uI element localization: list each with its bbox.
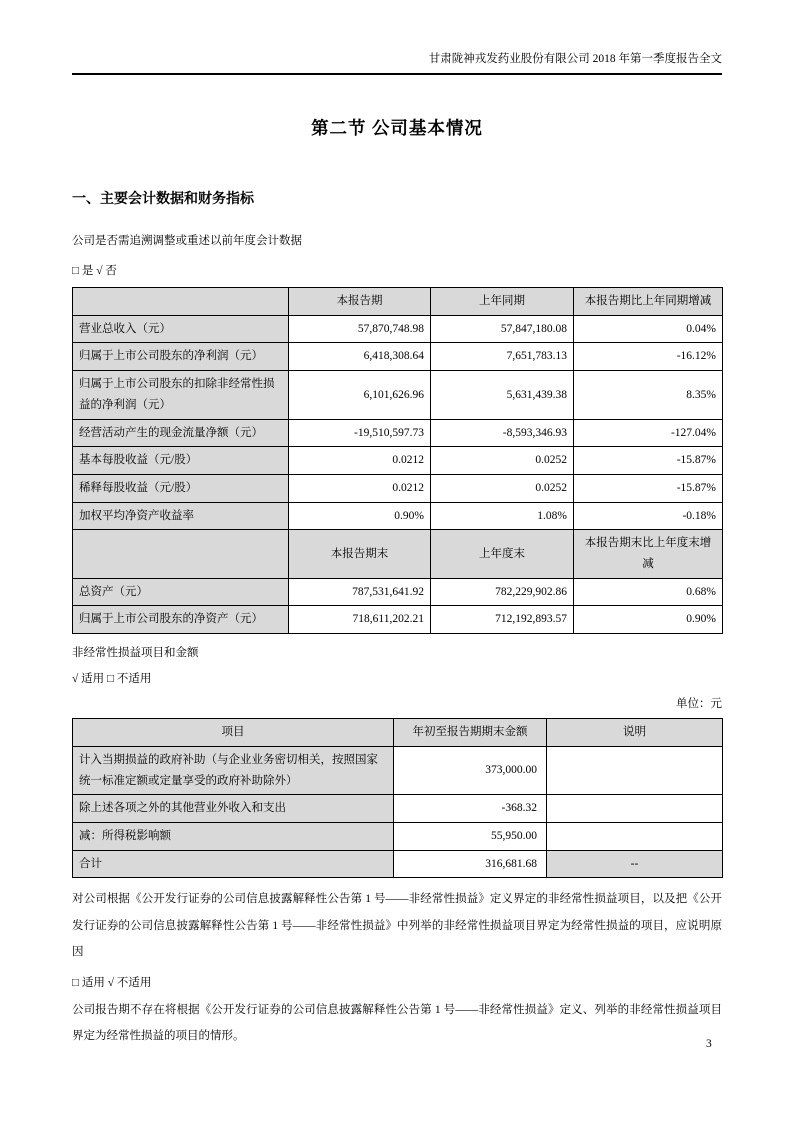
- value-cell: -127.04%: [574, 419, 723, 447]
- value-cell: 55,950.00: [394, 822, 547, 850]
- value-cell: 718,611,202.21: [289, 606, 431, 634]
- header-cell: 本报告期: [289, 288, 431, 316]
- value-cell: -0.18%: [574, 502, 723, 530]
- row-label: 总资产（元）: [73, 578, 289, 606]
- value-cell: 0.0212: [289, 447, 431, 475]
- value-cell: -15.87%: [574, 447, 723, 475]
- value-cell: 6,418,308.64: [289, 343, 431, 371]
- table-row: [73, 371, 723, 419]
- row-label: 稀释每股收益（元/股）: [73, 474, 289, 502]
- note-cell: [547, 795, 723, 823]
- section-heading: 一、主要会计数据和财务指标: [72, 192, 254, 207]
- report-header-text: 甘肃陇神戎发药业股份有限公司 2018 年第一季度报告全文: [428, 53, 722, 65]
- value-cell: 787,531,641.92: [289, 578, 431, 606]
- value-cell: -16.12%: [574, 343, 723, 371]
- note-cell: [547, 746, 723, 794]
- non-recurring-table: [72, 718, 723, 878]
- header-cell: 本报告期比上年同期增减: [574, 288, 723, 316]
- value-cell: 0.04%: [574, 315, 723, 343]
- table-row: [73, 419, 723, 447]
- header-cell: 上年同期: [431, 288, 574, 316]
- report-header: [72, 50, 722, 75]
- explain-choice: □ 适用 √ 不适用: [72, 976, 152, 989]
- value-cell: 373,000.00: [394, 746, 547, 794]
- applicable-choice: √ 适用 □ 不适用: [72, 673, 152, 686]
- table-row: [73, 606, 723, 634]
- value-cell: 6,101,626.96: [289, 371, 431, 419]
- row-label: 减：所得税影响额: [73, 822, 394, 850]
- table-row: [73, 746, 723, 794]
- value-cell: 57,847,180.08: [431, 315, 574, 343]
- header-cell: 说明: [547, 719, 723, 747]
- value-cell: 1.08%: [431, 502, 574, 530]
- table-row: [73, 343, 723, 371]
- row-label: 基本每股收益（元/股）: [73, 447, 289, 475]
- value-cell: 0.68%: [574, 578, 723, 606]
- value-cell: -368.32: [394, 795, 547, 823]
- page-title: 第二节 公司基本情况: [311, 118, 483, 138]
- value-cell: 8.35%: [574, 371, 723, 419]
- row-label: 归属于上市公司股东的净资产（元）: [73, 606, 289, 634]
- note-cell: --: [547, 850, 723, 878]
- table-row: [73, 447, 723, 475]
- row-label: 营业总收入（元）: [73, 315, 289, 343]
- statement-paragraph: 公司报告期不存在将根据《公开发行证券的公司信息披露解释性公告第 1 号——非经常性损益》定义、列举的非经常性损益项目界定为经常性损益的项目的情形。: [72, 1003, 722, 1042]
- row-label: 计入当期损益的政府补助（与企业业务密切相关，按照国家统一标准定额或定量享受的政府补助除外）: [73, 746, 394, 794]
- row-label: 归属于上市公司股东的净利润（元）: [73, 343, 289, 371]
- table-row: [73, 315, 723, 343]
- value-cell: 0.0252: [431, 474, 574, 502]
- non-recurring-heading: 非经常性损益项目和金额: [72, 647, 199, 660]
- row-label: 加权平均净资产收益率: [73, 502, 289, 530]
- header-cell: [73, 288, 289, 316]
- table-row-total: [73, 850, 723, 878]
- row-label: 经营活动产生的现金流量净额（元）: [73, 419, 289, 447]
- row-label: 除上述各项之外的其他营业外收入和支出: [73, 795, 394, 823]
- explain-paragraph: 对公司根据《公开发行证券的公司信息披露解释性公告第 1 号——非经常性损益》定义界定的非经常性损益项目，以及把《公开发行证券的公司信息披露解释性公告第 1 号——非经常性损益》中列举的非经常性损益项目界定为经常性损益的项目，应说明原因: [72, 893, 722, 959]
- financial-table: [72, 287, 723, 634]
- table-row: [73, 502, 723, 530]
- table-row: [73, 795, 723, 823]
- table-row: [73, 578, 723, 606]
- value-cell: -8,593,346.93: [431, 419, 574, 447]
- page-content: [72, 0, 722, 1049]
- table-row: [73, 822, 723, 850]
- note-cell: [547, 822, 723, 850]
- value-cell: 0.90%: [289, 502, 431, 530]
- value-cell: 5,631,439.38: [431, 371, 574, 419]
- value-cell: 0.90%: [574, 606, 723, 634]
- header-cell: 年初至报告期期末金额: [394, 719, 547, 747]
- value-cell: 57,870,748.98: [289, 315, 431, 343]
- value-cell: 712,192,893.57: [431, 606, 574, 634]
- value-cell: 7,651,783.13: [431, 343, 574, 371]
- header-cell: 本报告期末: [289, 530, 431, 578]
- unit-label: 单位：元: [676, 698, 722, 711]
- non-recurring-table-header-row: [73, 719, 723, 747]
- value-cell: 0.0252: [431, 447, 574, 475]
- value-cell: 0.0212: [289, 474, 431, 502]
- table-row: [73, 474, 723, 502]
- row-label: 合计: [73, 850, 394, 878]
- restate-question: 公司是否需追溯调整或重述以前年度会计数据: [72, 235, 302, 247]
- row-label: 归属于上市公司股东的扣除非经常性损益的净利润（元）: [73, 371, 289, 419]
- financial-table-header-row: [73, 288, 723, 316]
- value-cell: -19,510,597.73: [289, 419, 431, 447]
- header-cell: 上年度末: [431, 530, 574, 578]
- restate-choice: □ 是 √ 否: [72, 265, 117, 278]
- header-cell: 本报告期末比上年度末增减: [574, 530, 723, 578]
- financial-table-header-row-2: [73, 530, 723, 578]
- header-cell: [73, 530, 289, 578]
- page-number: 3: [706, 1038, 712, 1050]
- header-cell: 项目: [73, 719, 394, 747]
- value-cell: -15.87%: [574, 474, 723, 502]
- value-cell: 782,229,902.86: [431, 578, 574, 606]
- value-cell: 316,681.68: [394, 850, 547, 878]
